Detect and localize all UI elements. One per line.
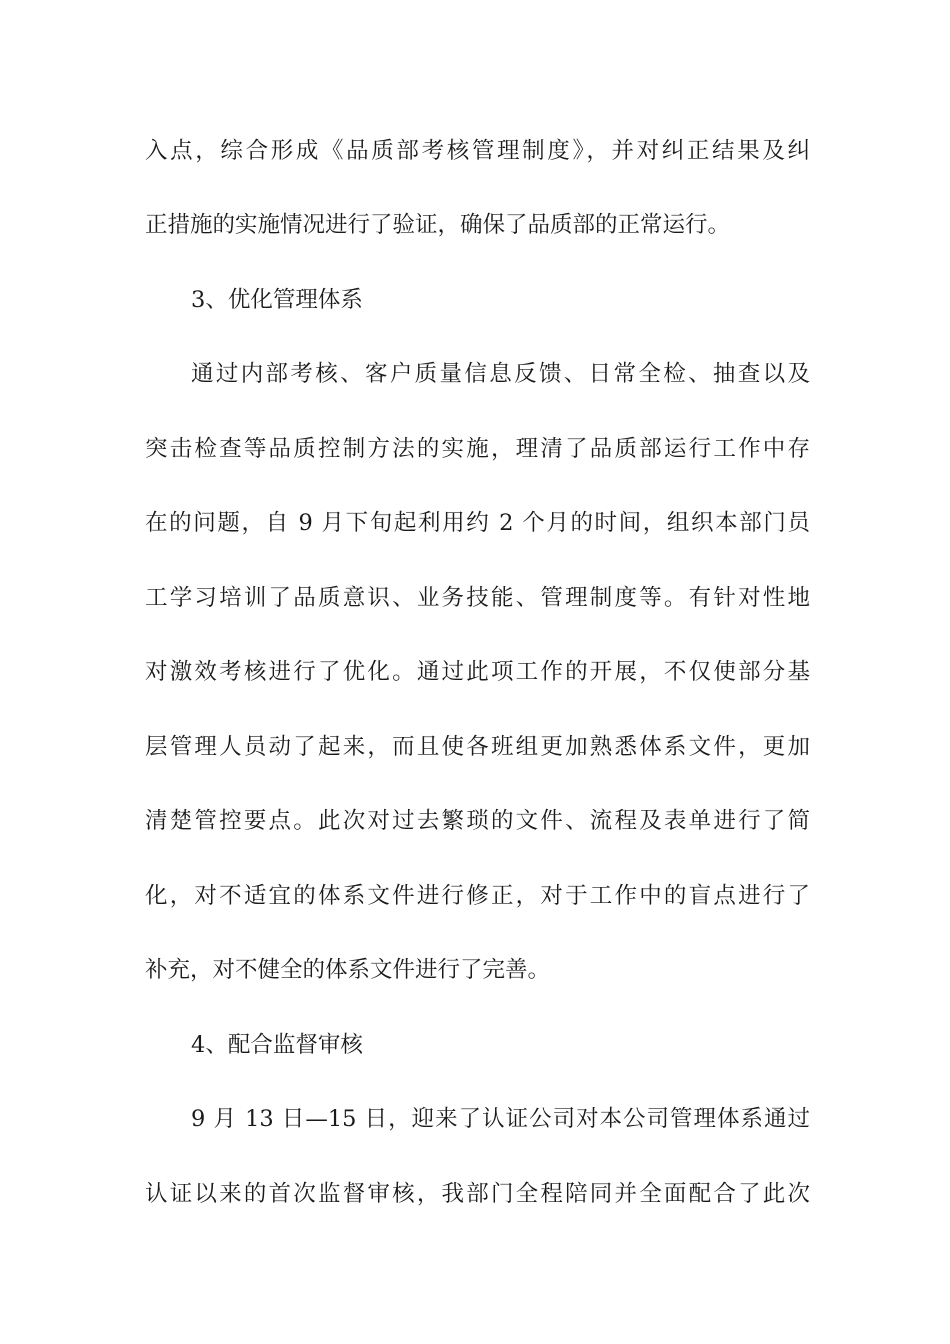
paragraph-line: 入点，综合形成《品质部考核管理制度》，并对纠正结果及纠 xyxy=(145,138,810,164)
paragraph-line: 对激效考核进行了优化。通过此项工作的开展，不仅使部分基 xyxy=(145,659,810,685)
paragraph-line: 清楚管控要点。此次对过去繁琐的文件、流程及表单进行了简 xyxy=(145,808,810,834)
paragraph-line: 层管理人员动了起来，而且使各班组更加熟悉体系文件，更加 xyxy=(145,734,810,760)
paragraph-line: 突击检查等品质控制方法的实施，理清了品质部运行工作中存 xyxy=(145,436,810,462)
section-heading: 4、配合监督审核 xyxy=(191,1032,363,1058)
paragraph-line: 9 月 13 日—15 日，迎来了认证公司对本公司管理体系通过 xyxy=(191,1106,810,1132)
paragraph-line: 通过内部考核、客户质量信息反馈、日常全检、抽查以及 xyxy=(191,361,810,387)
paragraph-line: 工学习培训了品质意识、业务技能、管理制度等。有针对性地 xyxy=(145,585,810,611)
paragraph-line: 化，对不适宜的体系文件进行修正，对于工作中的盲点进行了 xyxy=(145,883,810,909)
paragraph-line: 补充，对不健全的体系文件进行了完善。 xyxy=(145,957,551,983)
paragraph-line: 正措施的实施情况进行了验证，确保了品质部的正常运行。 xyxy=(145,212,731,238)
section-heading: 3、优化管理体系 xyxy=(191,287,363,313)
paragraph-line: 在的问题，自 9 月下旬起利用约 2 个月的时间，组织本部门员 xyxy=(145,510,810,536)
paragraph-line: 认证以来的首次监督审核，我部门全程陪同并全面配合了此次 xyxy=(145,1181,810,1207)
